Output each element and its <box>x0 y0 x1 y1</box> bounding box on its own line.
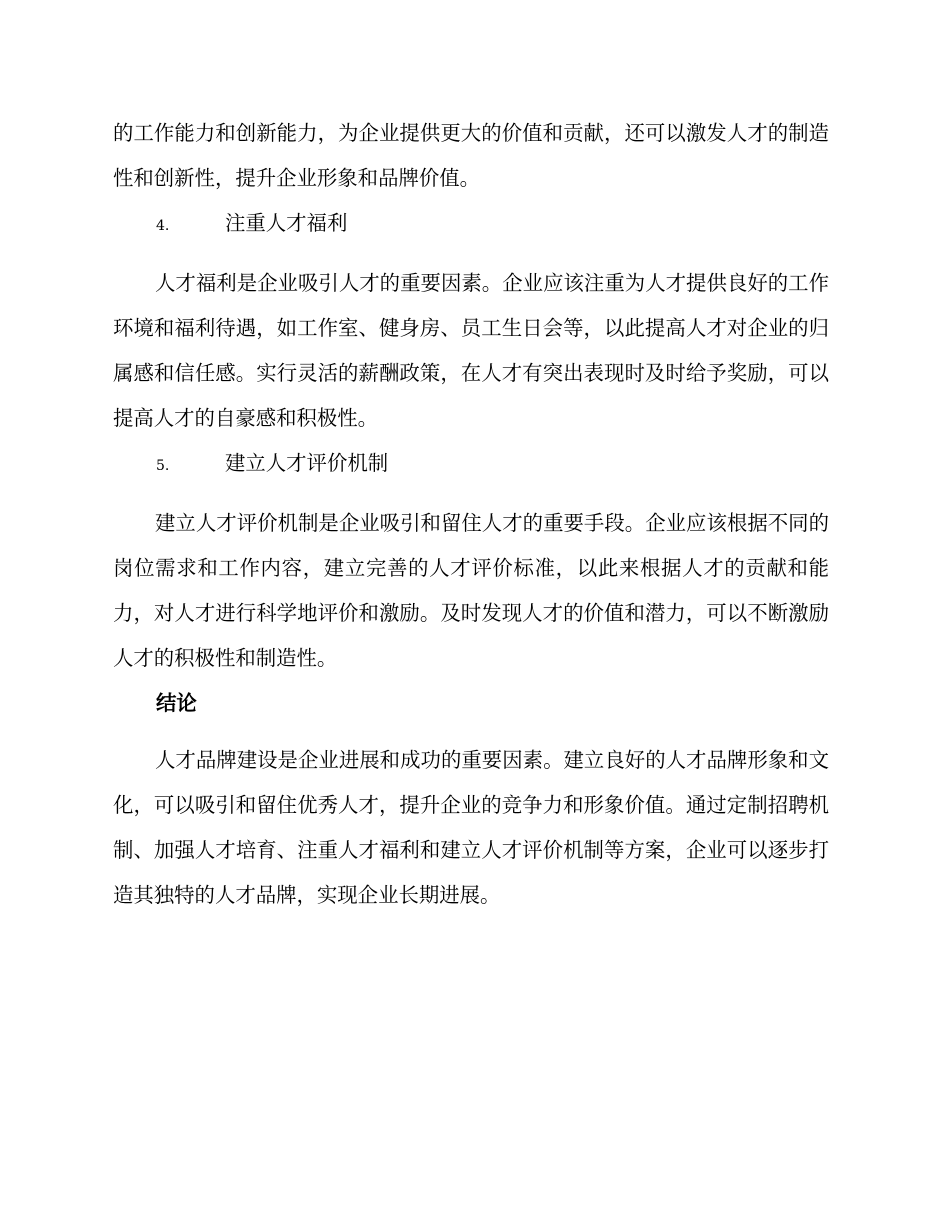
conclusion-heading: 结论 <box>156 691 197 715</box>
welfare-paragraph: 人才福利是企业吸引人才的重要因素。企业应该注重为人才提供良好的工作环境和福利待遇，如工作室、健身房、员工生日会等，以此提高人才对企业的归属感和信任感。实行灵活的薪酬政策，在人才有突出表现时及时给予奖励，可以提高人才的自豪感和积极性。 <box>113 271 829 430</box>
list-title: 建立人才评价机制 <box>225 451 389 475</box>
evaluation-paragraph: 建立人才评价机制是企业吸引和留住人才的重要手段。企业应该根据不同的岗位需求和工作内容，建立完善的人才评价标准，以此来根据人才的贡献和能力，对人才进行科学地评价和激励。及时发现人才的价值和潜力，可以不断激励人才的积极性和制造性。 <box>113 511 829 670</box>
list-number: 5. <box>156 458 170 474</box>
list-heading-4 <box>113 201 829 249</box>
conclusion-paragraph: 人才品牌建设是企业进展和成功的重要因素。建立良好的人才品牌形象和文化，可以吸引和留住优秀人才，提升企业的竞争力和形象价值。通过定制招聘机制、加强人才培育、注重人才福利和建立人才评价机制等方案，企业可以逐步打造其独特的人才品牌，实现企业长期进展。 <box>113 748 829 907</box>
intro-paragraph: 的工作能力和创新能力，为企业提供更大的价值和贡献，还可以激发人才的制造性和创新性，提升企业形象和品牌价值。 <box>113 121 829 190</box>
list-heading-5 <box>113 441 829 489</box>
document-page <box>113 111 829 918</box>
list-number: 4. <box>156 218 170 234</box>
list-title: 注重人才福利 <box>225 211 348 235</box>
